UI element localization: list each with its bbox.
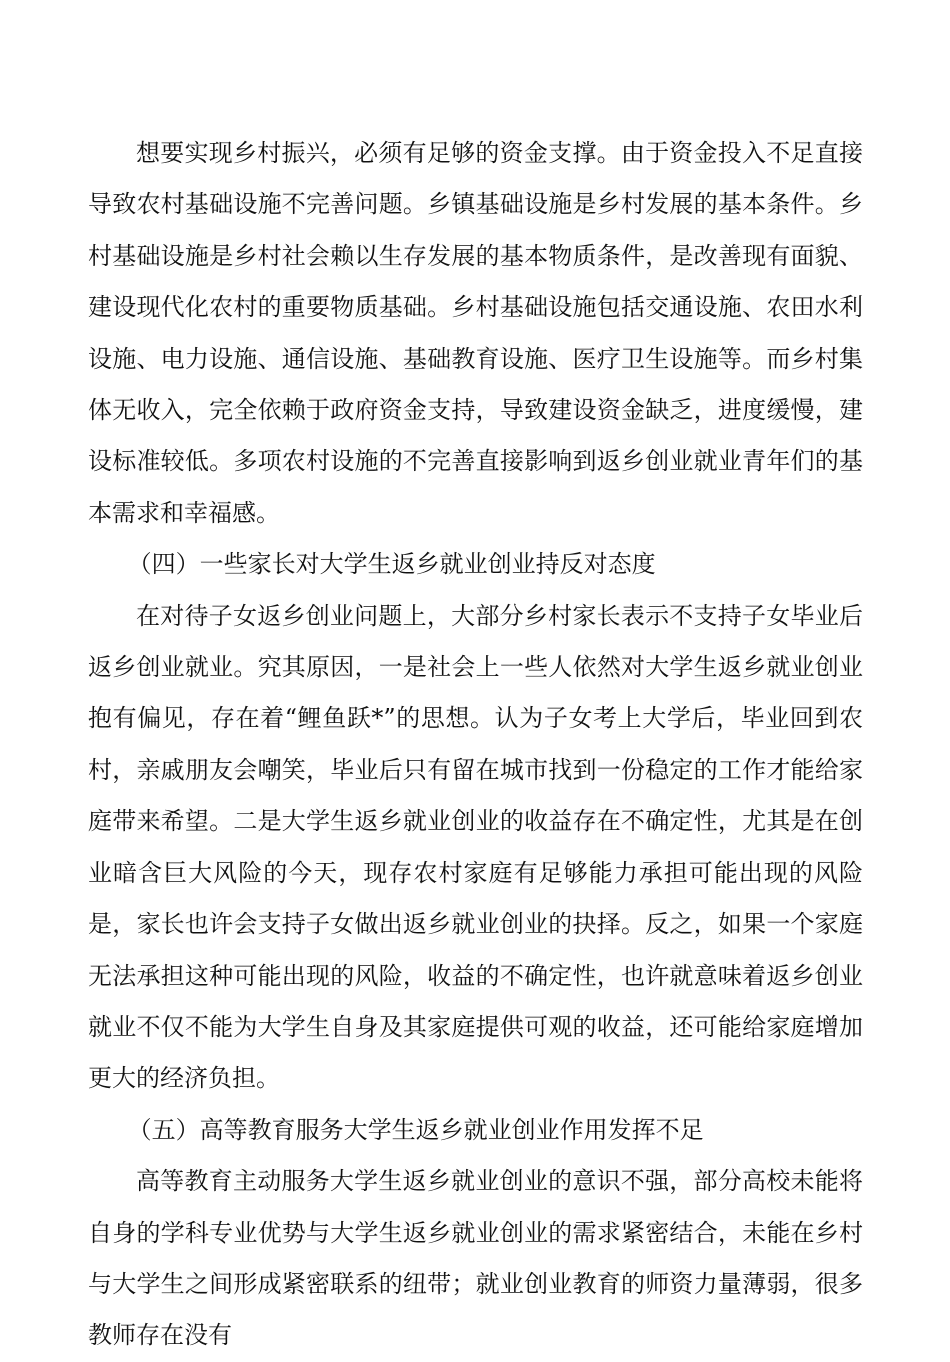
paragraph-higher-education: 高等教育主动服务大学生返乡就业创业的意识不强，部分高校未能将自身的学科专业优势与大学生返乡就业创业的需求紧密结合，未能在乡村与大学生之间形成紧密联系的纽带；就业创业教育的师资力量薄弱，很多教师存在没有 (88, 1167, 863, 1350)
paragraph-parents-opposition: 在对待子女返乡创业问题上，大部分乡村家长表示不支持子女毕业后返乡创业就业。究其原因，一是社会上一些人依然对大学生返乡就业创业抱有偏见，存在着“鲤鱼跃*”的思想。认为子女考上大学后，毕业回到农村，亲戚朋友会嘲笑，毕业后只有留在城市找到一份稳定的工作才能给家庭带来希望。二是大学生返乡就业创业的收益存在不确定性，尤其是在创业暗含巨大风险的今天，现存农村家庭有足够能力承担可能出现的风险是，家长也许会支持子女做出返乡就业创业的抉择。反之，如果一个家庭无法承担这种可能出现的风险，收益的不确定性，也许就意味着返乡创业就业不仅不能为大学生自身及其家庭提供可观的收益，还可能给家庭增加更大的经济负担。 (88, 601, 863, 1093)
document-body (88, 128, 863, 1362)
section-heading-5: （五）高等教育服务大学生返乡就业创业作用发挥不足 (127, 1115, 704, 1144)
section-heading-4: （四）一些家长对大学生返乡就业创业持反对态度 (127, 550, 656, 579)
paragraph-infrastructure-funding: 想要实现乡村振兴，必须有足够的资金支撑。由于资金投入不足直接导致农村基础设施不完善问题。乡镇基础设施是乡村发展的基本条件。乡村基础设施是乡村社会赖以生存发展的基本物质条件，是改善现有面貌、建设现代化农村的重要物质基础。乡村基础设施包括交通设施、农田水利设施、电力设施、通信设施、基础教育设施、医疗卫生设施等。而乡村集体无收入，完全依赖于政府资金支持，导致建设资金缺乏，进度缓慢，建设标准较低。多项农村设施的不完善直接影响到返乡创业就业青年们的基本需求和幸福感。 (88, 139, 863, 527)
